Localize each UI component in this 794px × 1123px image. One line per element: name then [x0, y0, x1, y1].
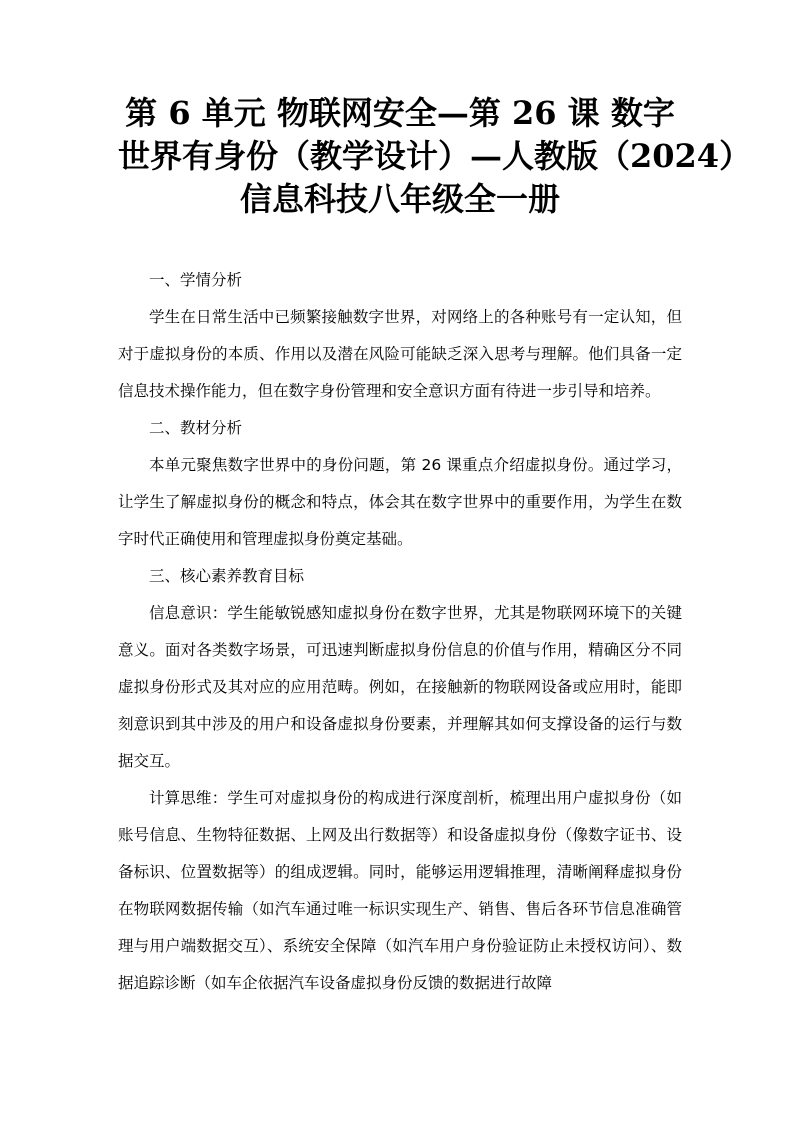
section-heading-learner-analysis: 一、学情分析: [149, 271, 243, 289]
document-title: [118, 92, 752, 221]
section-heading-textbook-analysis: 二、教材分析: [149, 419, 243, 437]
paragraph-learner-analysis: 学生在日常生活中已频繁接触数字世界，对网络上的各种账号有一定认知，但对于虚拟身份的本质、作用以及潜在风险可能缺乏深入思考与理解。他们具备一定信息技术操作能力，但在数字身份管理和安全意识方面有待进一步引导和培养。: [118, 308, 682, 400]
title-line: 信息科技八年级全一册: [239, 180, 560, 218]
paragraph-computational-thinking: 计算思维：学生可对虚拟身份的构成进行深度剖析，梳理出用户虚拟身份（如账号信息、生物特征数据、上网及出行数据等）和设备虚拟身份（像数字证书、设备标识、位置数据等）的组成逻辑。同时，能够运用逻辑推理，清晰阐释虚拟身份在物联网数据传输（如汽车通过唯一标识实现生产、销售、售后各环节信息准确管理与用户端数据交互）、系统安全保障（如汽车用户身份验证防止未授权访问）、数据追踪诊断（如车企依据汽车设备虚拟身份反馈的数据进行故障: [118, 789, 682, 992]
section-heading-core-literacy-goals: 三、核心素养教育目标: [149, 567, 305, 585]
title-line: 第 6 单元 物联网安全—第 26 课 数字: [125, 94, 675, 132]
document-body: [118, 262, 682, 1002]
title-line: 世界有身份（教学设计）—人教版（2024）: [118, 137, 752, 175]
paragraph-textbook-analysis: 本单元聚焦数字世界中的身份问题，第 26 课重点介绍虚拟身份。通过学习，让学生了解虚拟身份的概念和特点，体会其在数字世界中的重要作用，为学生在数字时代正确使用和管理虚拟身份奠定基础。: [118, 456, 682, 548]
paragraph-information-awareness: 信息意识：学生能敏锐感知虚拟身份在数字世界，尤其是物联网环境下的关键意义。面对各类数字场景，可迅速判断虚拟身份信息的价值与作用，精确区分不同虚拟身份形式及其对应的应用范畴。例如，在接触新的物联网设备或应用时，能即刻意识到其中涉及的用户和设备虚拟身份要素，并理解其如何支撑设备的运行与数据交互。: [118, 604, 682, 770]
